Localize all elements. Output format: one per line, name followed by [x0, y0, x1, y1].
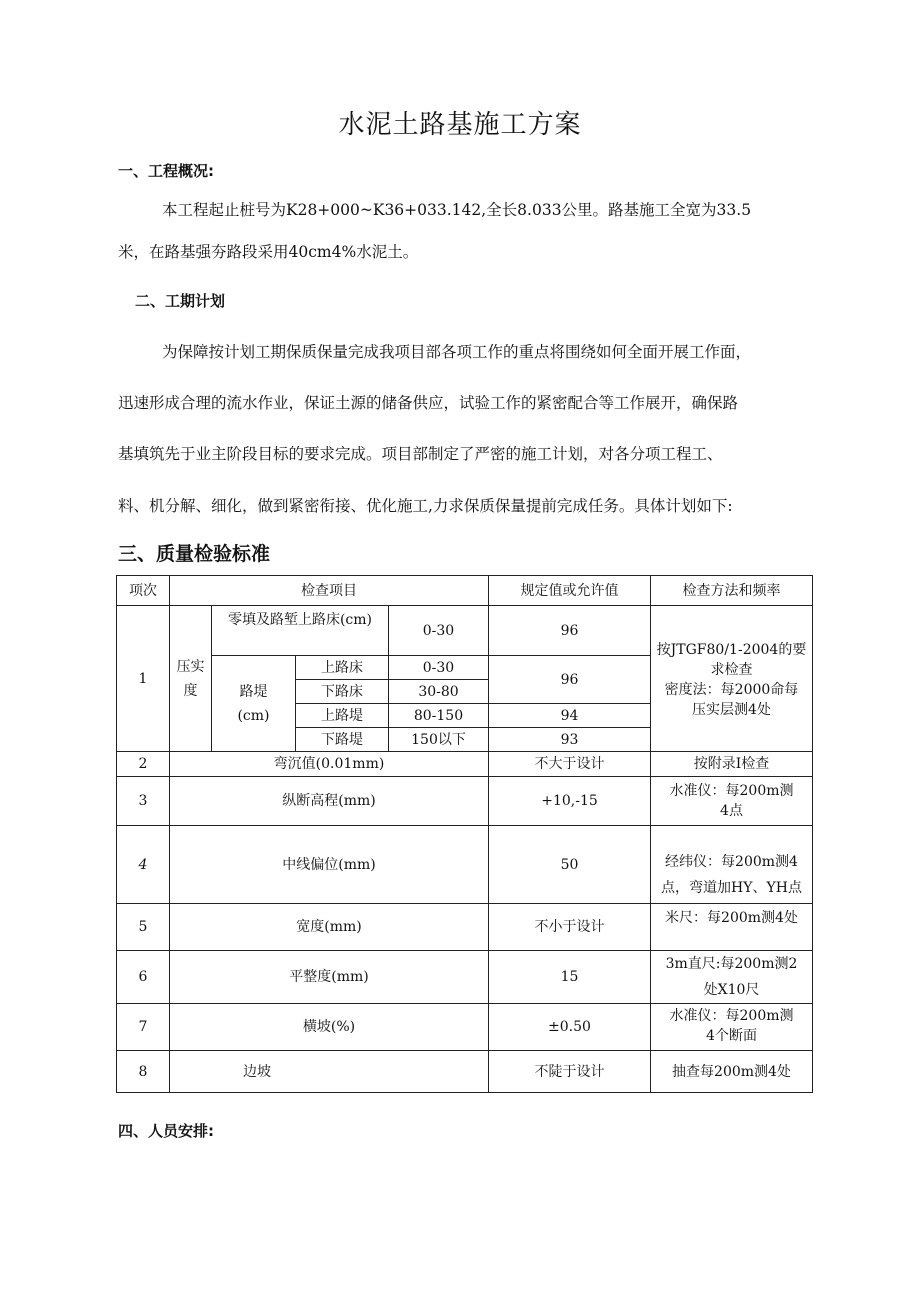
compaction-method-line: 求检查: [710, 662, 753, 678]
embankment-unit: (cm): [237, 707, 270, 724]
row-number: 1: [117, 606, 170, 752]
header-value: 规定值或允许值: [489, 576, 651, 606]
overview-line-2: 米，在路基强夯路段采用40cm4%水泥土。: [118, 243, 419, 261]
schedule-line-2: 迅速形成合理的流水作业，保证土源的储备供应，试验工作的紧密配合等工作展开，确保路: [118, 394, 739, 412]
embankment-text: 路堤: [239, 683, 268, 700]
header-item: 检查项目: [170, 576, 489, 606]
row-method-line: 3m直尺:每200m测2: [665, 956, 798, 972]
quality-inspection-table: [116, 575, 813, 1093]
table-row: [117, 951, 813, 1004]
compaction-method: [651, 606, 813, 752]
document-title: 水泥土路基施工方案: [338, 110, 582, 140]
sub-item-value: 93: [489, 728, 651, 752]
compaction-method-line: 压实层测4处: [692, 702, 771, 718]
zero-fill-range: 0-30: [389, 606, 489, 656]
table-row: [117, 904, 813, 951]
sub-item-name: 下路床: [296, 680, 389, 704]
row-method-line: 点，弯道加HY、YH点: [661, 880, 802, 896]
row-value: +10,-15: [489, 777, 651, 826]
table-row: [117, 1051, 813, 1093]
sub-item-range: 30-80: [389, 680, 489, 704]
compaction-method-line: 密度法：每2000命每: [664, 682, 799, 698]
row-value: ±0.50: [489, 1004, 651, 1051]
row-method-line: 水准仪：每200m测: [669, 1008, 794, 1024]
section-heading-overview: 一、工程概况:: [118, 162, 214, 180]
bed-value: 96: [489, 656, 651, 704]
row-method-line: 水准仪：每200m测: [669, 783, 794, 799]
row-value: 不小于设计: [489, 904, 651, 951]
sub-item-value: 94: [489, 704, 651, 728]
row-item: 边坡: [170, 1051, 489, 1093]
sub-item-range: 0-30: [389, 656, 489, 680]
section-heading-schedule: 二、工期计划: [135, 292, 226, 310]
row-value: 不陡于设计: [489, 1051, 651, 1093]
table-row: [117, 777, 813, 826]
row-value: 50: [489, 826, 651, 904]
row-method: 米尺：每200m测4处: [651, 904, 813, 951]
table-header-row: [117, 576, 813, 606]
row-number: 7: [117, 1004, 170, 1051]
sub-item-name: 上路堤: [296, 704, 389, 728]
row-method-line: 处X10尺: [703, 982, 760, 998]
sub-item-range: 150以下: [389, 728, 489, 752]
row-method: [651, 951, 813, 1004]
row-item: 中线偏位(mm): [170, 826, 489, 904]
row-value: 15: [489, 951, 651, 1004]
table-row: [117, 752, 813, 777]
row-number: 3: [117, 777, 170, 826]
row-number: 6: [117, 951, 170, 1004]
row-method-line: 经纬仪：每200m测4: [665, 854, 798, 870]
schedule-line-3: 基填筑先于业主阶段目标的要求完成。项目部制定了严密的施工计划，对各分项工程工、: [118, 445, 723, 463]
row-item: 宽度(mm): [170, 904, 489, 951]
row-item: 横坡(%): [170, 1004, 489, 1051]
row-method: [651, 826, 813, 904]
row-method-line: 4点: [720, 803, 743, 819]
row-method: 按附录I检查: [651, 752, 813, 777]
header-method: 检查方法和频率: [651, 576, 813, 606]
compaction-group-label: 压实度: [170, 606, 212, 752]
row-method: [651, 1004, 813, 1051]
schedule-line-4: 料、机分解、细化，做到紧密衔接、优化施工,力求保质保量提前完成任务。具体计划如下:: [118, 497, 733, 515]
table-row: [117, 1004, 813, 1051]
table-row: [117, 606, 813, 656]
embankment-label: [212, 656, 296, 752]
row-method: 抽查每200m测4处: [651, 1051, 813, 1093]
sub-item-name: 下路堤: [296, 728, 389, 752]
row-number: 8: [117, 1051, 170, 1093]
row-item: 纵断高程(mm): [170, 777, 489, 826]
sub-item-range: 80-150: [389, 704, 489, 728]
row-number: 4: [117, 826, 170, 904]
row-number: 5: [117, 904, 170, 951]
row-value: 不大于设计: [489, 752, 651, 777]
header-no: 项次: [117, 576, 170, 606]
row-method-line: 4个断面: [706, 1028, 757, 1044]
schedule-line-1: 为保障按计划工期保质保量完成我项目部各项工作的重点将围绕如何全面开展工作面，: [162, 343, 752, 361]
table-row: [117, 826, 813, 904]
row-number: 2: [117, 752, 170, 777]
section-heading-quality: 三、质量检验标准: [118, 543, 271, 565]
sub-item-name: 上路床: [296, 656, 389, 680]
row-item: 平整度(mm): [170, 951, 489, 1004]
overview-line-1: 本工程起止桩号为K28+000~K36+033.142,全长8.033公里。路基施工全宽为33.5: [162, 201, 752, 219]
row-item: 弯沉值(0.01mm): [170, 752, 489, 777]
zero-fill-value: 96: [489, 606, 651, 656]
zero-fill-label: 零填及路堑上路床(cm): [212, 606, 389, 656]
row-method: [651, 777, 813, 826]
compaction-method-line: 按JTGF80/1-2004的要: [656, 642, 807, 658]
section-heading-staffing: 四、人员安排:: [118, 1122, 214, 1140]
